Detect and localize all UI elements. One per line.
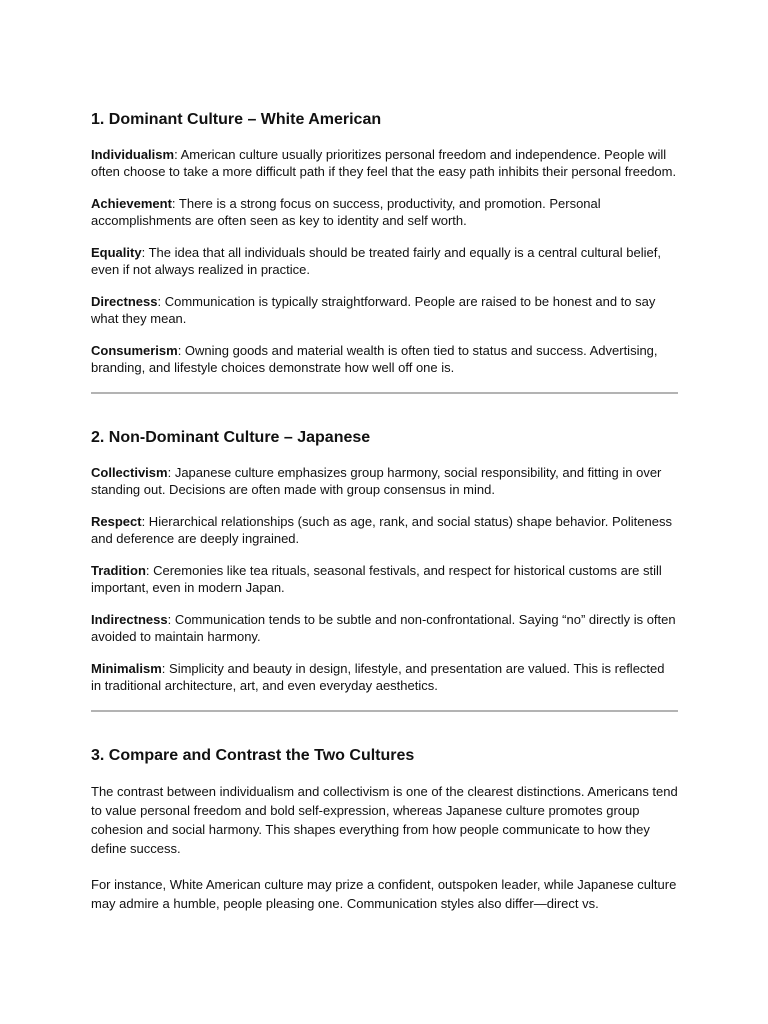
term-paragraph	[91, 661, 678, 694]
term-paragraph	[91, 563, 678, 596]
section-compare-contrast	[91, 746, 678, 913]
term-text: : Communication tends to be subtle and non-confrontational. Saying “no” directly is often avoided to maintain harmony.	[91, 612, 676, 644]
section-heading: 3. Compare and Contrast the Two Cultures	[91, 747, 415, 764]
term-label: Equality	[91, 245, 142, 260]
term-label: Indirectness	[91, 612, 168, 627]
term-paragraph	[91, 343, 678, 376]
term-text: : Hierarchical relationships (such as age, rank, and social status) shape behavior. Politeness and deference are deeply ingrained.	[91, 514, 672, 546]
section-non-dominant-culture	[91, 428, 678, 694]
term-text: : Communication is typically straightforward. People are raised to be honest and to say what they mean.	[91, 294, 656, 326]
term-text: : Ceremonies like tea rituals, seasonal festivals, and respect for historical customs are still important, even in modern Japan.	[91, 563, 662, 595]
section-divider	[91, 392, 678, 394]
term-label: Collectivism	[91, 465, 168, 480]
term-label: Achievement	[91, 196, 172, 211]
body-paragraph: For instance, White American culture may prize a confident, outspoken leader, while Japanese culture may admire a humble, people pleasing one. Communication styles also differ—direct vs.	[91, 877, 677, 911]
term-paragraph	[91, 147, 678, 180]
term-paragraph	[91, 514, 678, 547]
term-text: : Owning goods and material wealth is often tied to status and success. Advertising, branding, and lifestyle choices demonstrate how well off one is.	[91, 343, 658, 375]
term-label: Consumerism	[91, 343, 178, 358]
term-text: : The idea that all individuals should be treated fairly and equally is a central cultural belief, even if not always realized in practice.	[91, 245, 661, 277]
term-label: Individualism	[91, 147, 175, 162]
term-paragraph	[91, 196, 678, 229]
term-text: : Simplicity and beauty in design, lifestyle, and presentation are valued. This is reflected in traditional architecture, art, and even everyday aesthetics.	[91, 661, 665, 693]
term-paragraph	[91, 465, 678, 498]
term-label: Tradition	[91, 563, 146, 578]
term-label: Directness	[91, 294, 158, 309]
body-paragraph: The contrast between individualism and collectivism is one of the clearest distinctions. Americans tend to value personal freedom and bold self-expression, whereas Japanese culture promotes group cohesion and social harmony. This shapes everything from how people communicate to how they define success.	[91, 784, 678, 856]
term-text: : Japanese culture emphasizes group harmony, social responsibility, and fitting in over standing out. Decisions are often made with group consensus in mind.	[91, 465, 662, 497]
term-label: Minimalism	[91, 661, 162, 676]
term-paragraph	[91, 294, 678, 327]
term-paragraph	[91, 612, 678, 645]
section-heading: 2. Non-Dominant Culture – Japanese	[91, 429, 371, 446]
section-divider	[91, 710, 678, 712]
term-paragraph	[91, 245, 678, 278]
term-text: : American culture usually prioritizes personal freedom and independence. People will often choose to take a more difficult path if they feel that the easy path inhibits their personal freedom.	[91, 147, 677, 179]
section-heading: 1. Dominant Culture – White American	[91, 111, 382, 128]
term-text: : There is a strong focus on success, productivity, and promotion. Personal accomplishments are often seen as key to identity and self worth.	[91, 196, 601, 228]
term-label: Respect	[91, 514, 142, 529]
section-dominant-culture	[91, 110, 678, 376]
